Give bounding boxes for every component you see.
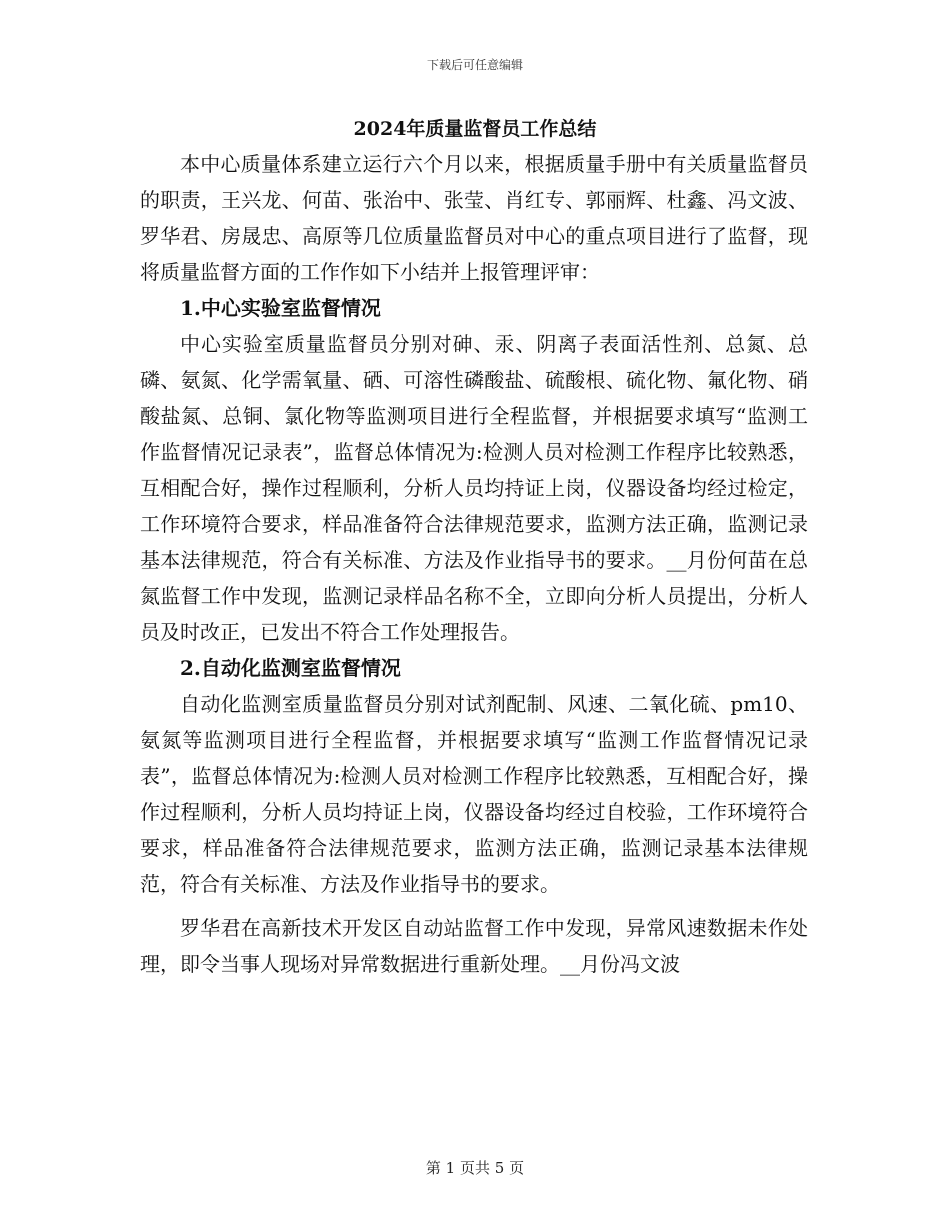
page-title: 2024年质量监督员工作总结: [353, 118, 597, 140]
intro-paragraph: 本中心质量体系建立运行六个月以来，根据质量手册中有关质量监督员的职责，王兴龙、何苗、张治中、张莹、肖红专、郭丽辉、杜鑫、冯文波、罗华君、房晟忠、高原等几位质量监督员对中心的重点项目进行了监督，现将质量监督方面的工作作如下小结并上报管理评审：: [140, 152, 808, 284]
section-heading-lab: 1.中心实验室监督情况: [180, 296, 381, 320]
page-footer: 第 1 页共 5 页: [425, 1159, 525, 1177]
header-note: 下载后可任意编辑: [426, 58, 523, 72]
document-body: [140, 146, 808, 982]
section-paragraph-automation: 自动化监测室质量监督员分别对试剂配制、风速、二氧化硫、pm10、氨氮等监测项目进行全程监督，并根据要求填写“监测工作监督情况记录表”，监督总体情况为:检测人员对检测工作程序比较熟悉，互相配合好，操作过程顺利，分析人员均持证上岗，仪器设备均经过自校验，工作环境符合要求，样品准备符合法律规范要求，监测方法正确，监测记录基本法律规范，符合有关标准、方法及作业指导书的要求。: [140, 692, 808, 896]
section-paragraph-lab: 中心实验室质量监督员分别对砷、汞、阴离子表面活性剂、总氮、总磷、氨氮、化学需氧量、硒、可溶性磷酸盐、硫酸根、硫化物、氟化物、硝酸盐氮、总铜、氯化物等监测项目进行全程监督，并根据要求填写“监测工作监督情况记录表”，监督总体情况为:检测人员对检测工作程序比较熟悉，互相配合好，操作过程顺利，分析人员均持证上岗，仪器设备均经过检定，工作环境符合要求，样品准备符合法律规范要求，监测方法正确，监测记录基本法律规范，符合有关标准、方法及作业指导书的要求。__月份何苗在总氮监督工作中发现，监测记录样品名称不全，立即向分析人员提出，分析人员及时改正，已发出不符合工作处理报告。: [140, 332, 808, 644]
section-heading-automation: 2.自动化监测室监督情况: [180, 656, 401, 680]
section-paragraph-automation-finding: 罗华君在高新技术开发区自动站监督工作中发现，异常风速数据未作处理，即令当事人现场对异常数据进行重新处理。__月份冯文波: [140, 916, 808, 976]
